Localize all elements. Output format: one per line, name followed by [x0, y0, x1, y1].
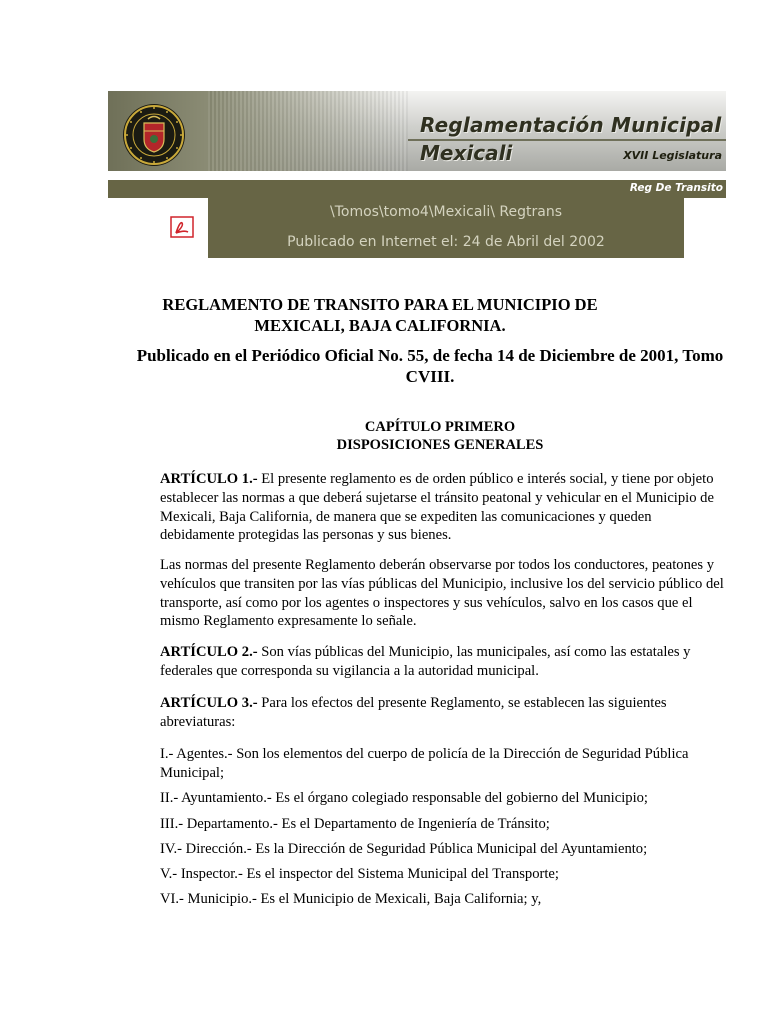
chapter-number: CAPÍTULO PRIMERO — [364, 419, 516, 435]
list-item: VI.- Municipio.- Es el Municipio de Mexicali, Baja California; y, — [160, 891, 542, 907]
article-1 — [160, 470, 728, 545]
banner-texture — [208, 91, 408, 171]
article-2-label: ARTÍCULO 2.- — [160, 644, 258, 660]
list-item: II.- Ayuntamiento.- Es el órgano colegiado responsable del gobierno del Municipio; — [160, 790, 648, 806]
document-path: \Tomos\tomo4\Mexicali\ Regtrans — [330, 204, 562, 220]
document-info-box — [208, 198, 684, 258]
article-3-text: Para los efectos del presente Reglamento, se establecen las siguientes abreviaturas: — [160, 695, 667, 730]
list-item: I.- Agentes.- Son los elementos del cuerpo de policía de la Dirección de Seguridad Pública Municipal; — [160, 746, 689, 781]
document-subtitle: Publicado en el Periódico Oficial No. 55, de fecha 14 de Diciembre de 2001, Tomo CVIII. — [136, 346, 724, 386]
section-bar — [108, 180, 726, 198]
document-title: REGLAMENTO DE TRANSITO PARA EL MUNICIPIO DE MEXICALI, BAJA CALIFORNIA. — [162, 295, 598, 335]
article-1-label: ARTÍCULO 1.- — [160, 471, 258, 487]
list-item: V.- Inspector.- Es el inspector del Sistema Municipal del Transporte; — [160, 866, 559, 882]
article-1-paragraph-2: Las normas del presente Reglamento deberán observarse por todos los conductores, peatones y vehículos que transiten por las vías públicas del Municipio, inclusive los del servicio público del transporte, así como por los agentes o inspectores y sus vehículos, salvo en los casos que el mismo Reglamento expresamente lo señale. — [160, 557, 724, 630]
pdf-icon[interactable] — [170, 216, 194, 238]
section-label: Reg De Transito — [629, 182, 723, 194]
banner-city: Mexicali — [420, 141, 513, 165]
article-2 — [160, 643, 728, 681]
article-3 — [160, 694, 728, 732]
legislature-seal-icon — [122, 103, 186, 167]
article-3-label: ARTÍCULO 3.- — [160, 695, 258, 711]
publication-date: Publicado en Internet el: 24 de Abril del 2002 — [287, 234, 605, 250]
article-2-text: Son vías públicas del Municipio, las municipales, así como las estatales y federales que corresponda su vigilancia a la autoridad municipal. — [160, 644, 691, 679]
article-1-text: El presente reglamento es de orden público e interés social, y tiene por objeto establecer las normas a que deberá sujetarse el tránsito peatonal y vehicular en el Municipio de Mexicali, Baja California, de manera que se expediten las comunicaciones y queden debidamente protegidas las personas y sus bienes. — [160, 471, 714, 544]
banner-title: Reglamentación Municipal — [420, 113, 722, 137]
banner-legislature: XVII Legislatura — [623, 149, 722, 162]
list-item: III.- Departamento.- Es el Departamento de Ingeniería de Tránsito; — [160, 816, 550, 832]
header-banner — [108, 91, 726, 171]
chapter-name: DISPOSICIONES GENERALES — [336, 437, 544, 453]
list-item: IV.- Dirección.- Es la Dirección de Seguridad Pública Municipal del Ayuntamiento; — [160, 841, 648, 857]
